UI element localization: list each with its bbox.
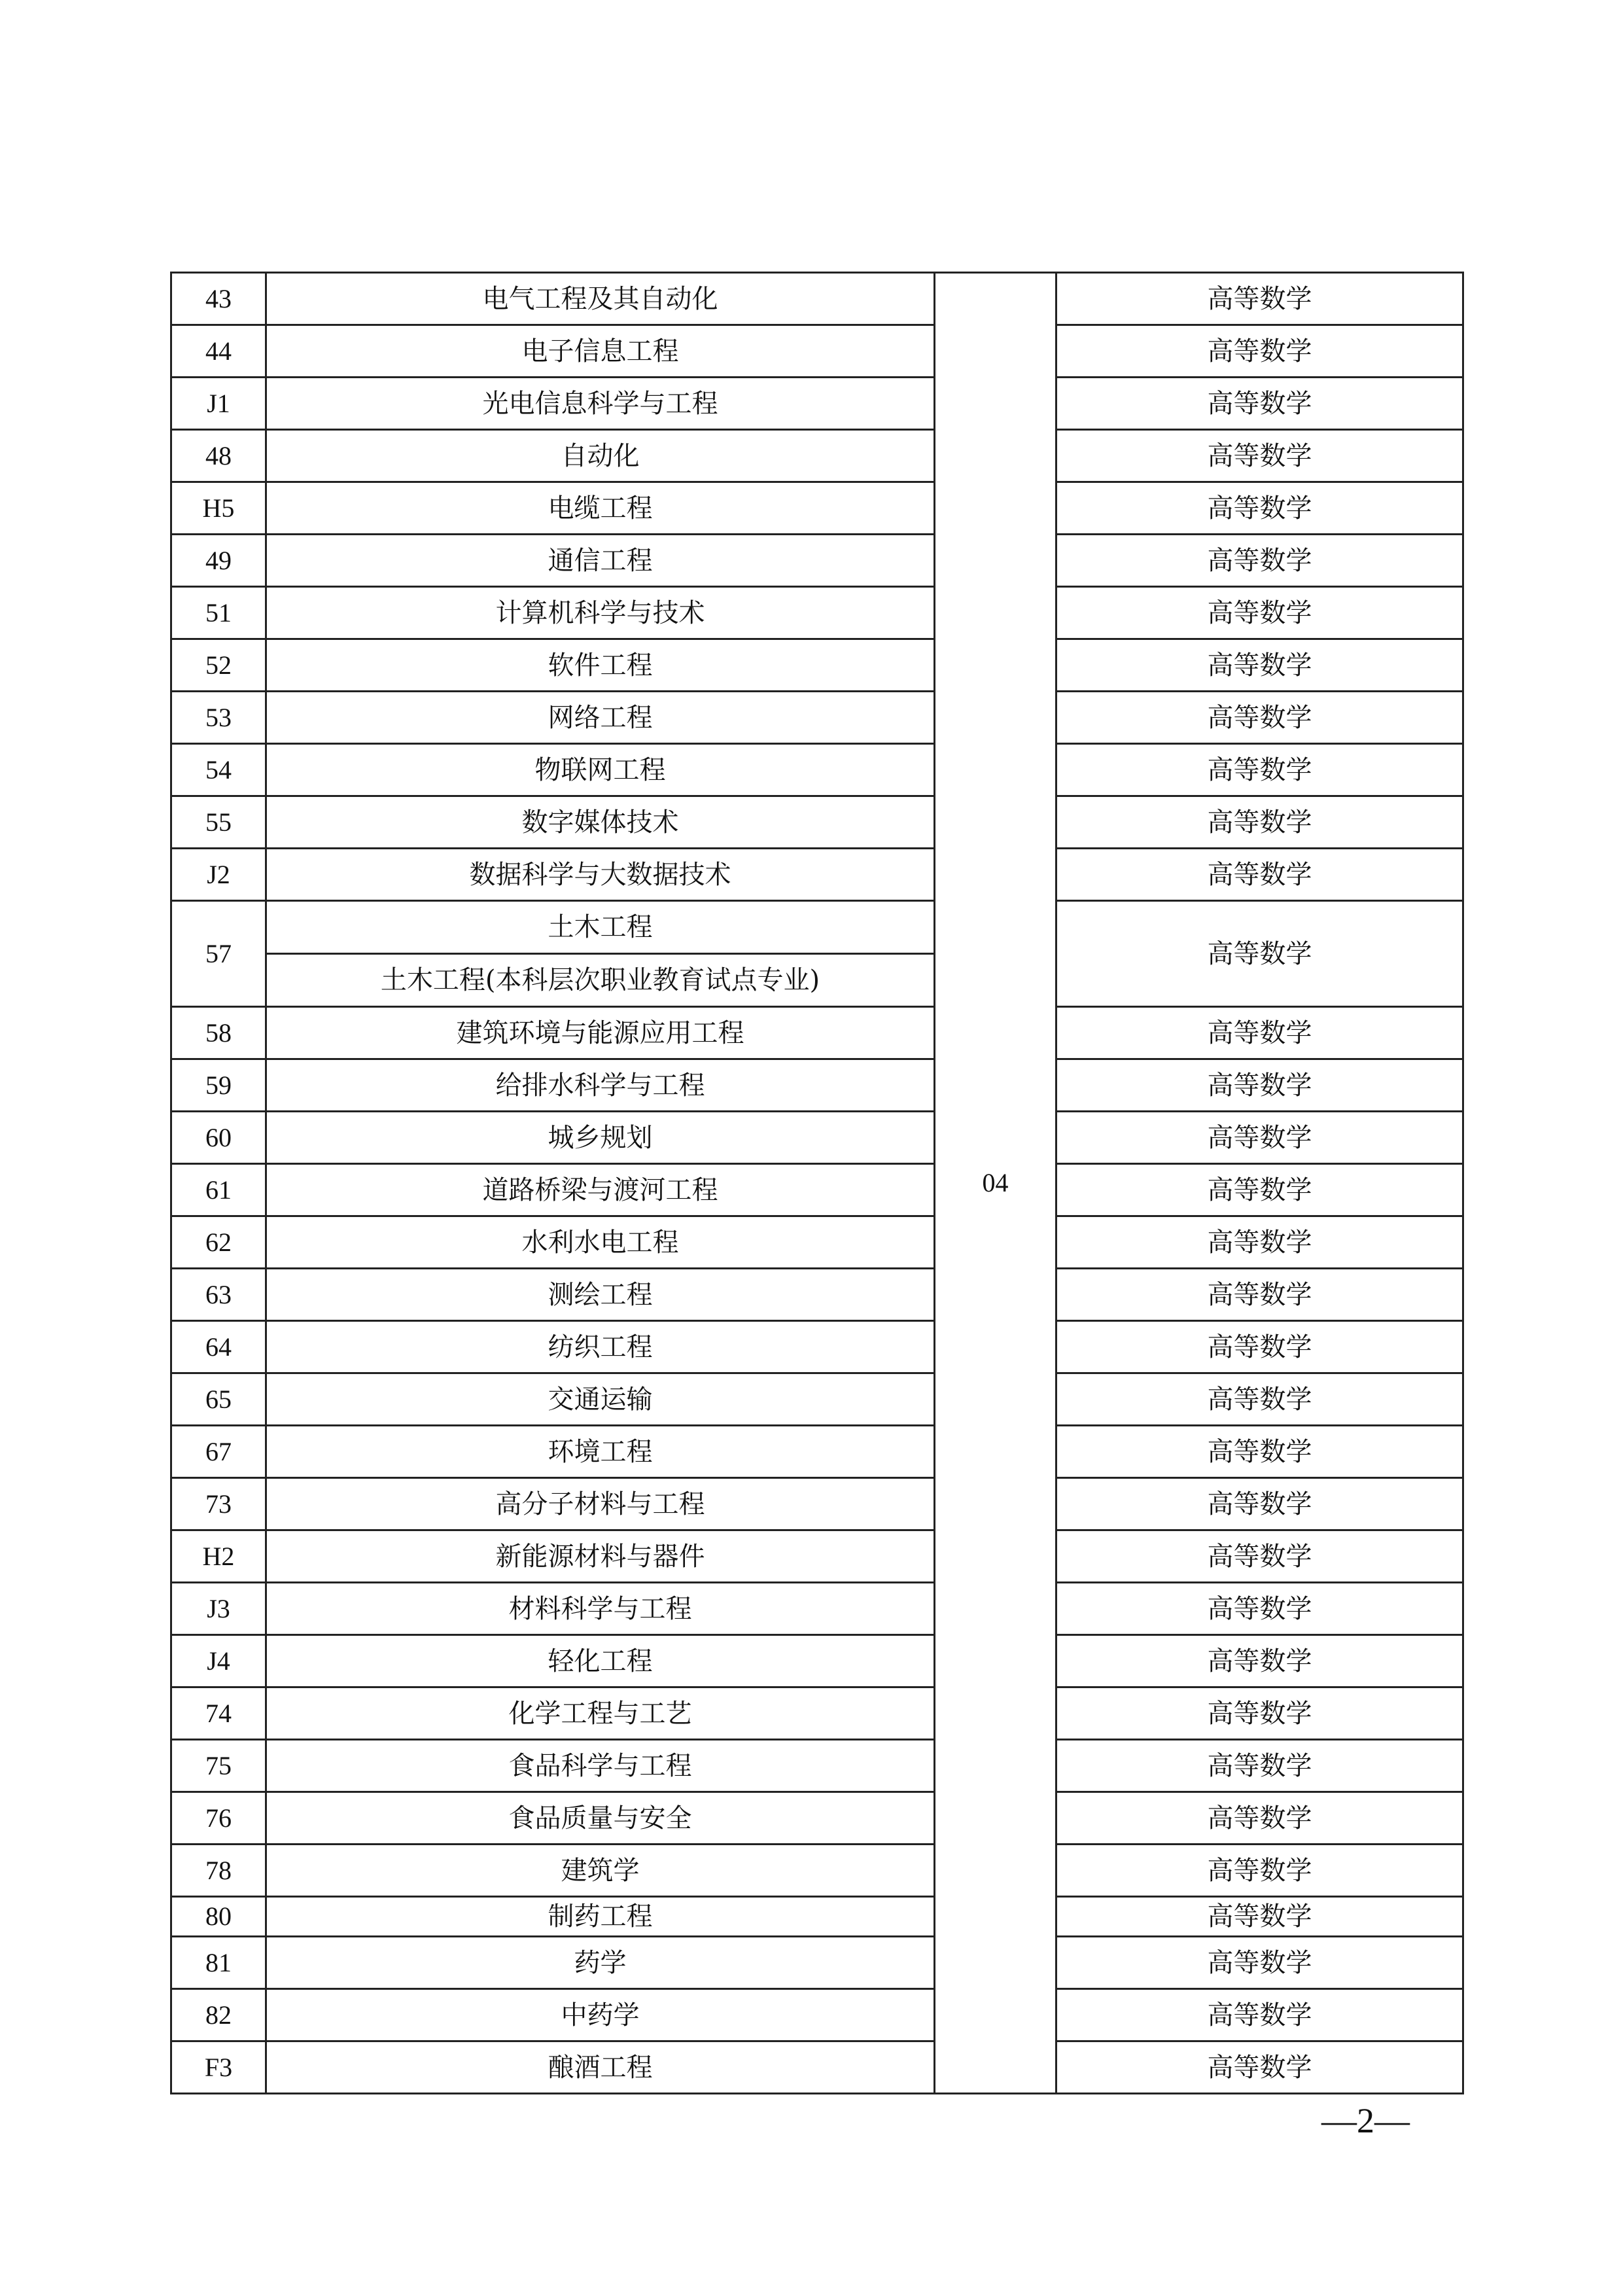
major-name-cell: 建筑学 bbox=[266, 1845, 935, 1897]
table-row bbox=[171, 1792, 1463, 1845]
major-code-cell: 67 bbox=[171, 1426, 266, 1478]
major-code-cell: 61 bbox=[171, 1164, 266, 1216]
major-name-cell: 电气工程及其自动化 bbox=[266, 273, 935, 325]
exam-subject-cell: 高等数学 bbox=[1056, 1059, 1463, 1112]
exam-subject-cell: 高等数学 bbox=[1056, 1426, 1463, 1478]
major-code-cell: 65 bbox=[171, 1373, 266, 1426]
major-code-cell: 76 bbox=[171, 1792, 266, 1845]
table-row bbox=[171, 535, 1463, 587]
major-name-cell: 道路桥梁与渡河工程 bbox=[266, 1164, 935, 1216]
major-code-cell: J4 bbox=[171, 1635, 266, 1687]
table-row bbox=[171, 1687, 1463, 1740]
table-row bbox=[171, 325, 1463, 378]
major-name-cell: 电子信息工程 bbox=[266, 325, 935, 378]
table-row bbox=[171, 1426, 1463, 1478]
exam-subject-cell: 高等数学 bbox=[1056, 1373, 1463, 1426]
major-code-cell: 48 bbox=[171, 430, 266, 482]
major-name-cell: 电缆工程 bbox=[266, 482, 935, 535]
table-row bbox=[171, 1740, 1463, 1792]
major-code-cell: F3 bbox=[171, 2041, 266, 2094]
major-name-cell: 食品质量与安全 bbox=[266, 1792, 935, 1845]
table-row bbox=[171, 1112, 1463, 1164]
table-row bbox=[171, 901, 1463, 954]
major-name-cell: 网络工程 bbox=[266, 692, 935, 744]
table-row bbox=[171, 692, 1463, 744]
major-name-cell: 自动化 bbox=[266, 430, 935, 482]
exam-subject-cell: 高等数学 bbox=[1056, 1792, 1463, 1845]
table-row bbox=[171, 1635, 1463, 1687]
major-name-cell: 药学 bbox=[266, 1937, 935, 1989]
table-row bbox=[171, 1269, 1463, 1321]
major-code-cell: J3 bbox=[171, 1583, 266, 1635]
page-number: —2— bbox=[1321, 2101, 1410, 2140]
major-name-cell: 测绘工程 bbox=[266, 1269, 935, 1321]
table-row bbox=[171, 2041, 1463, 2094]
major-name-cell: 交通运输 bbox=[266, 1373, 935, 1426]
major-name-cell: 中药学 bbox=[266, 1989, 935, 2041]
exam-subject-cell: 高等数学 bbox=[1056, 1897, 1463, 1937]
exam-subject-cell: 高等数学 bbox=[1056, 1216, 1463, 1269]
major-code-cell: 64 bbox=[171, 1321, 266, 1373]
major-name-cell: 计算机科学与技术 bbox=[266, 587, 935, 639]
table-row bbox=[171, 378, 1463, 430]
major-code-cell: 80 bbox=[171, 1897, 266, 1937]
group-code-cell: 04 bbox=[935, 273, 1056, 2094]
table-row bbox=[171, 1937, 1463, 1989]
major-code-cell: 58 bbox=[171, 1007, 266, 1059]
major-name-cell: 光电信息科学与工程 bbox=[266, 378, 935, 430]
exam-subject-cell: 高等数学 bbox=[1056, 849, 1463, 901]
major-name-cell: 制药工程 bbox=[266, 1897, 935, 1937]
table-row bbox=[171, 587, 1463, 639]
major-name-cell: 食品科学与工程 bbox=[266, 1740, 935, 1792]
major-code-cell: 62 bbox=[171, 1216, 266, 1269]
exam-subject-cell: 高等数学 bbox=[1056, 692, 1463, 744]
exam-subject-cell: 高等数学 bbox=[1056, 1989, 1463, 2041]
exam-subject-cell: 高等数学 bbox=[1056, 378, 1463, 430]
table-row bbox=[171, 849, 1463, 901]
major-code-cell: 44 bbox=[171, 325, 266, 378]
major-code-cell: J2 bbox=[171, 849, 266, 901]
major-code-cell: 75 bbox=[171, 1740, 266, 1792]
major-name-cell: 数据科学与大数据技术 bbox=[266, 849, 935, 901]
exam-subject-cell: 高等数学 bbox=[1056, 901, 1463, 1007]
table-row bbox=[171, 1007, 1463, 1059]
major-name-cell: 给排水科学与工程 bbox=[266, 1059, 935, 1112]
major-code-cell: H5 bbox=[171, 482, 266, 535]
table-row bbox=[171, 1321, 1463, 1373]
table-row bbox=[171, 1216, 1463, 1269]
table-row bbox=[171, 1164, 1463, 1216]
exam-subject-cell: 高等数学 bbox=[1056, 273, 1463, 325]
table-row bbox=[171, 744, 1463, 796]
major-code-cell: 55 bbox=[171, 796, 266, 849]
table-row bbox=[171, 1059, 1463, 1112]
major-code-cell: 78 bbox=[171, 1845, 266, 1897]
major-name-cell: 土木工程(本科层次职业教育试点专业) bbox=[266, 954, 935, 1007]
major-code-cell: J1 bbox=[171, 378, 266, 430]
major-name-cell: 酿酒工程 bbox=[266, 2041, 935, 2094]
table-row bbox=[171, 1478, 1463, 1530]
major-name-cell: 新能源材料与器件 bbox=[266, 1530, 935, 1583]
exam-subject-cell: 高等数学 bbox=[1056, 1112, 1463, 1164]
exam-subject-cell: 高等数学 bbox=[1056, 1583, 1463, 1635]
major-name-cell: 纺织工程 bbox=[266, 1321, 935, 1373]
major-code-cell: 53 bbox=[171, 692, 266, 744]
exam-subject-cell: 高等数学 bbox=[1056, 1687, 1463, 1740]
major-name-cell: 通信工程 bbox=[266, 535, 935, 587]
exam-subject-cell: 高等数学 bbox=[1056, 1164, 1463, 1216]
major-code-cell: 52 bbox=[171, 639, 266, 692]
major-name-cell: 环境工程 bbox=[266, 1426, 935, 1478]
majors-table bbox=[170, 272, 1464, 2094]
exam-subject-cell: 高等数学 bbox=[1056, 1530, 1463, 1583]
exam-subject-cell: 高等数学 bbox=[1056, 1635, 1463, 1687]
exam-subject-cell: 高等数学 bbox=[1056, 482, 1463, 535]
major-code-cell: 82 bbox=[171, 1989, 266, 2041]
table-row bbox=[171, 796, 1463, 849]
major-name-cell: 轻化工程 bbox=[266, 1635, 935, 1687]
exam-subject-cell: 高等数学 bbox=[1056, 639, 1463, 692]
exam-subject-cell: 高等数学 bbox=[1056, 325, 1463, 378]
table-row bbox=[171, 1989, 1463, 2041]
major-code-cell: 43 bbox=[171, 273, 266, 325]
major-name-cell: 物联网工程 bbox=[266, 744, 935, 796]
major-code-cell: 60 bbox=[171, 1112, 266, 1164]
table-row bbox=[171, 430, 1463, 482]
major-code-cell: 54 bbox=[171, 744, 266, 796]
major-name-cell: 城乡规划 bbox=[266, 1112, 935, 1164]
major-name-cell: 土木工程 bbox=[266, 901, 935, 954]
exam-subject-cell: 高等数学 bbox=[1056, 1007, 1463, 1059]
table-row bbox=[171, 639, 1463, 692]
major-code-cell: 74 bbox=[171, 1687, 266, 1740]
major-code-cell: 49 bbox=[171, 535, 266, 587]
table-row bbox=[171, 1845, 1463, 1897]
major-code-cell: 63 bbox=[171, 1269, 266, 1321]
major-name-cell: 水利水电工程 bbox=[266, 1216, 935, 1269]
major-code-cell: 51 bbox=[171, 587, 266, 639]
majors-table-body bbox=[171, 273, 1463, 2094]
exam-subject-cell: 高等数学 bbox=[1056, 587, 1463, 639]
exam-subject-cell: 高等数学 bbox=[1056, 744, 1463, 796]
exam-subject-cell: 高等数学 bbox=[1056, 1478, 1463, 1530]
exam-subject-cell: 高等数学 bbox=[1056, 1740, 1463, 1792]
table-row bbox=[171, 1530, 1463, 1583]
exam-subject-cell: 高等数学 bbox=[1056, 1321, 1463, 1373]
major-name-cell: 数字媒体技术 bbox=[266, 796, 935, 849]
major-name-cell: 软件工程 bbox=[266, 639, 935, 692]
exam-subject-cell: 高等数学 bbox=[1056, 535, 1463, 587]
major-name-cell: 化学工程与工艺 bbox=[266, 1687, 935, 1740]
table-row bbox=[171, 1897, 1463, 1937]
table-row bbox=[171, 273, 1463, 325]
major-code-cell: 57 bbox=[171, 901, 266, 1007]
exam-subject-cell: 高等数学 bbox=[1056, 1845, 1463, 1897]
major-code-cell: 81 bbox=[171, 1937, 266, 1989]
table-row bbox=[171, 1583, 1463, 1635]
exam-subject-cell: 高等数学 bbox=[1056, 2041, 1463, 2094]
exam-subject-cell: 高等数学 bbox=[1056, 796, 1463, 849]
major-name-cell: 高分子材料与工程 bbox=[266, 1478, 935, 1530]
table-row bbox=[171, 482, 1463, 535]
table-row bbox=[171, 1373, 1463, 1426]
major-code-cell: 73 bbox=[171, 1478, 266, 1530]
exam-subject-cell: 高等数学 bbox=[1056, 1269, 1463, 1321]
major-code-cell: 59 bbox=[171, 1059, 266, 1112]
exam-subject-cell: 高等数学 bbox=[1056, 430, 1463, 482]
major-name-cell: 建筑环境与能源应用工程 bbox=[266, 1007, 935, 1059]
major-name-cell: 材料科学与工程 bbox=[266, 1583, 935, 1635]
exam-subject-cell: 高等数学 bbox=[1056, 1937, 1463, 1989]
major-code-cell: H2 bbox=[171, 1530, 266, 1583]
